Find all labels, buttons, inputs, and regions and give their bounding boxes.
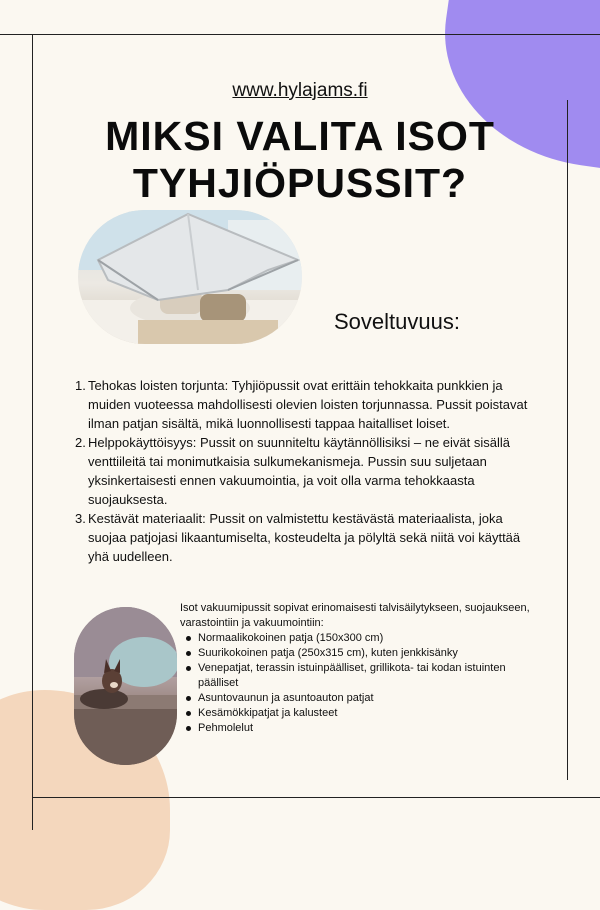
uses-list — [180, 631, 540, 736]
list-item-number: 3. — [75, 511, 86, 526]
list-item-text: Tehokas loisten torjunta: Tyhjiöpussit ovat erittäin tehokkaita punkkien ja muiden vuoteessa mahdollisesti olevien loisten torjunnassa. Pussit poistavat ilman patjan sisältä, mikä luonnollisesti tappaa haitalliset loiset. — [88, 378, 528, 431]
list-item-number: 2. — [75, 435, 86, 450]
frame-bottom-line — [32, 797, 600, 798]
bed-vacuum-bag-photo — [78, 210, 302, 344]
page-title: MIKSI VALITA ISOT TYHJIÖPUSSIT? — [105, 113, 495, 206]
list-item: Pehmolelut — [180, 721, 540, 736]
list-item: Venepatjat, terassin istuinpäälliset, grillikota- tai kodan istuinten päälliset — [180, 661, 540, 691]
frame-top-line — [0, 34, 600, 35]
list-item: Normaalikokoinen patja (150x300 cm) — [180, 631, 540, 646]
list-item-text: Helppokäyttöisyys: Pussit on suunniteltu käytännöllisiksi – ne eivät sisällä venttiileitä tai monimutkaisia sulkumekanismeja. Pussin suu suljetaan yksinkertaisesti ennen vakuumointia, ja voit olla varma tehokkaasta suojauksesta. — [88, 435, 510, 507]
dog-illustration — [74, 607, 177, 765]
website-link[interactable]: www.hylajams.fi — [232, 80, 368, 101]
feature-list — [75, 376, 538, 566]
list-item — [75, 509, 538, 566]
list-item — [75, 376, 538, 433]
list-item — [75, 433, 538, 509]
list-item: Asuntovaunun ja asuntoauton patjat — [180, 691, 540, 706]
list-item: Kesämökkipatjat ja kalusteet — [180, 706, 540, 721]
bed-illustration — [78, 210, 302, 344]
list-item-text: Kestävät materiaalit: Pussit on valmistettu kestävästä materiaalista, joka suojaa patjojasi likaantumiselta, kosteudelta ja pölyltä sekä niitä voi käyttää yhä uudelleen. — [88, 511, 521, 564]
list-item-number: 1. — [75, 378, 86, 393]
frame-right-line — [567, 100, 568, 780]
dog-photo — [74, 607, 177, 765]
list-item: Suurikokoinen patja (250x315 cm), kuten jenkkisänky — [180, 646, 540, 661]
frame-left-line — [32, 34, 33, 830]
uses-intro: Isot vakuumipussit sopivat erinomaisesti talvisäilytykseen, suojaukseen, varastointiin ja vakuumointiin: — [180, 602, 530, 629]
section-subtitle: Soveltuvuus: — [334, 309, 460, 334]
